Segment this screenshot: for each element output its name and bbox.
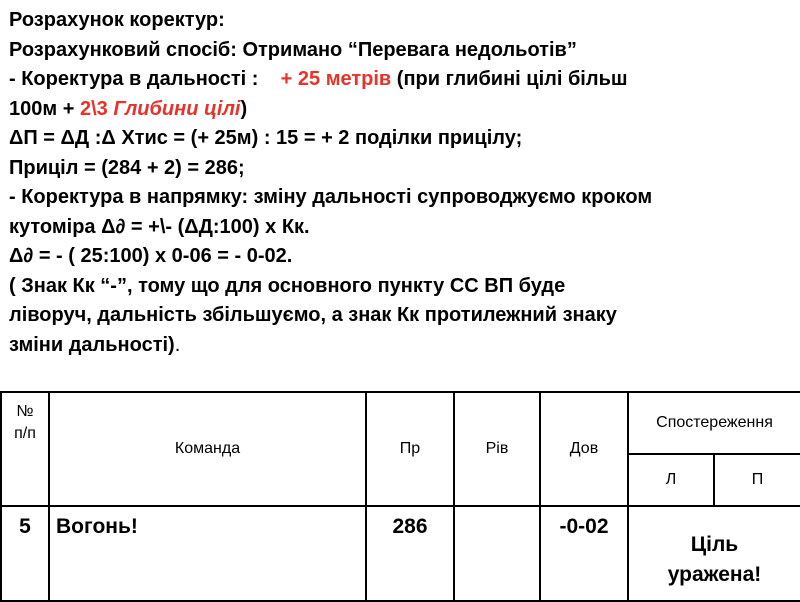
range-correction-line — [9, 65, 795, 95]
header-right: П — [714, 454, 800, 506]
result-line2: уражена! — [667, 562, 762, 586]
row-riv — [454, 506, 540, 601]
header-observations: Спостереження — [628, 392, 800, 454]
depth-close-paren: ) — [240, 97, 248, 120]
sign-note-line2: ліворуч, дальність збільшуємо, а знак Кк протилежний знаку — [9, 304, 617, 326]
row-num: 5 — [1, 506, 49, 601]
row-observation-result — [628, 506, 800, 601]
row-dov: -0-02 — [540, 506, 628, 601]
result-line1: Ціль — [690, 532, 739, 556]
depth-label: Глибини цілі — [113, 97, 241, 120]
sight-result: Приціл = (284 + 2) = 286; — [9, 156, 245, 179]
calc-title: Розрахунок коректур: — [9, 9, 225, 31]
sign-note-line1: ( Знак Кк “-”, тому що для основного пункту СС ВП буде — [9, 274, 566, 297]
row-pr: 286 — [366, 506, 454, 601]
row-command: Вогонь! — [49, 506, 366, 601]
range-correction-value: + 25 метрів — [280, 68, 392, 90]
direction-correction-line: - Коректура в напрямку: зміну дальності супроводжуємо кроком — [9, 186, 653, 208]
fire-command-table — [0, 391, 800, 602]
depth-prefix: 100м + — [9, 97, 75, 120]
goniometer-formula: кутоміра Δ∂ = +\- (ΔД:100) х Кк. — [9, 215, 310, 238]
sign-note-period: . — [174, 333, 181, 356]
header-num-symbol: № — [16, 403, 34, 420]
sign-note-line3 — [9, 331, 795, 361]
calculation-text — [9, 6, 795, 360]
depth-fraction: 2\3 — [79, 97, 108, 120]
sign-note-text: зміни дальності) — [9, 333, 175, 356]
header-num-label: п/п — [14, 425, 36, 442]
target-depth-line — [9, 95, 795, 125]
header-num — [1, 392, 49, 506]
header-pr: Пр — [366, 392, 454, 506]
direction-result: Δ∂ = - ( 25:100) х 0-06 = - 0-02. — [9, 245, 293, 267]
table-row — [1, 506, 800, 601]
header-riv: Рів — [454, 392, 540, 506]
header-command: Команда — [49, 392, 366, 506]
range-correction-label: - Коректура в дальності : — [9, 68, 259, 90]
header-left: Л — [628, 454, 714, 506]
range-correction-note: (при глибині цілі більш — [396, 68, 628, 90]
delta-sight-formula: ΔП = ΔД :Δ Хтис = (+ 25м) : 15 = + 2 поділки прицілу; — [9, 127, 523, 149]
header-dov: Дов — [540, 392, 628, 506]
calc-method-line: Розрахунковий спосіб: Отримано “Перевага недольотів” — [9, 38, 577, 61]
